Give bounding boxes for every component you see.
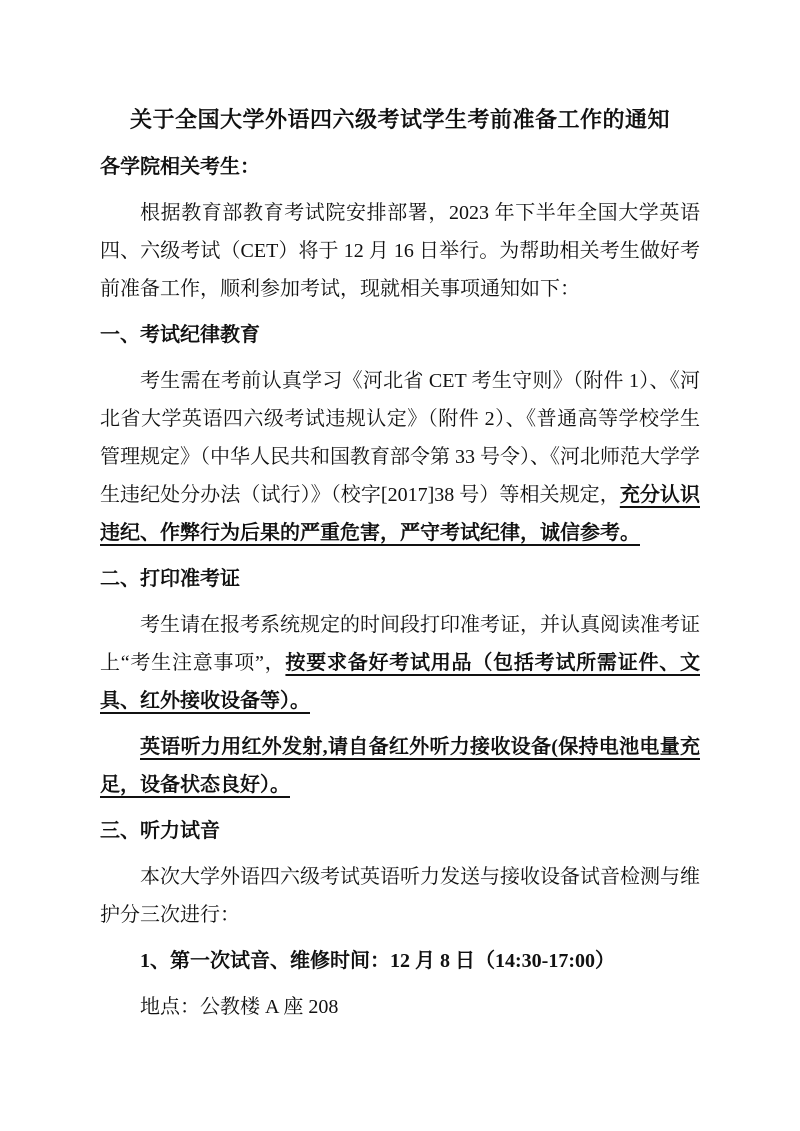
section1-paragraph [100, 362, 700, 552]
section1-heading: 一、考试纪律教育 [100, 324, 260, 346]
section2-p1-emphasis-text: 按要求备好考试用品（包括考试所需证件、文具、红外接收设备等）。 [100, 652, 700, 712]
section3-intro-paragraph: 本次大学外语四六级考试英语听力发送与接收设备试音检测与维护分三次进行： [100, 866, 700, 926]
section2-p1-text: 考生请在报考系统规定的时间段打印准考证，并认真阅读准考证上“考生注意事项”， [100, 614, 700, 674]
section2-heading: 二、打印准考证 [100, 568, 240, 590]
notice-title: 关于全国大学外语四六级考试学生考前准备工作的通知 [129, 107, 670, 132]
section3-item1-location: 地点：公教楼 A 座 208 [140, 996, 339, 1018]
intro-paragraph: 根据教育部教育考试院安排部署，2023 年下半年全国大学英语四、六级考试（CET）将于 12 月 16 日举行。为帮助相关考生做好考前准备工作，顺利参加考试，现就相关事项通知如下： [100, 202, 700, 300]
section2-p2-emphasis-text: 英语听力用红外发射,请自备红外听力接收设备(保持电池电量充足，设备状态良好）。 [100, 736, 700, 796]
section1-emphasis-text: 充分认识违纪、作弊行为后果的严重危害，严守考试纪律，诚信参考。 [100, 484, 700, 544]
section2-paragraph-2 [100, 728, 700, 804]
section3-item1-time: 1、第一次试音、维修时间：12 月 8 日（14:30-17:00） [140, 950, 615, 972]
section3-heading: 三、听力试音 [100, 820, 220, 842]
salutation: 各学院相关考生： [100, 156, 260, 178]
section1-body-text: 考生需在考前认真学习《河北省 CET 考生守则》（附件 1）、《河北省大学英语四六级考试违规认定》（附件 2）、《普通高等学校学生管理规定》（中华人民共和国教育部令第 33 号令）、《河北师范大学学生违纪处分办法（试行）》（校字[2017]38 号）等相关规定， [100, 370, 700, 506]
section2-paragraph-1 [100, 606, 700, 720]
